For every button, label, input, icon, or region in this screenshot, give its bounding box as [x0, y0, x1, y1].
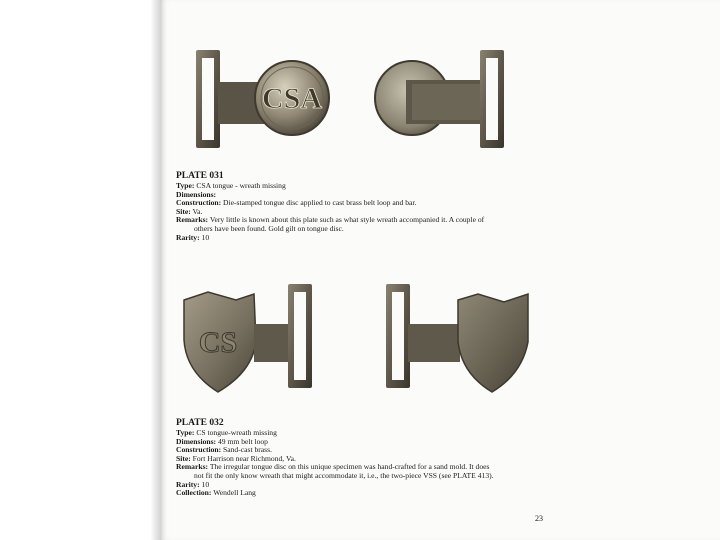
field-site: Site: Va. — [176, 206, 203, 216]
plate-032-front-photo — [178, 282, 328, 397]
shield-lettering: CS — [198, 326, 238, 359]
field-dimensions: Dimensions: — [176, 189, 217, 199]
field-rarity: Rarity: 10 — [176, 232, 210, 242]
plate-031-back-photo — [372, 50, 522, 150]
field-construction: Construction: Die-stamped tongue disc applied to cast brass belt loop and bar. — [176, 198, 417, 208]
plate-031-front-photo — [190, 50, 340, 150]
field-type: Type: CSA tongue - wreath missing — [176, 181, 286, 190]
field-dimensions: Dimensions: 49 mm belt loop — [176, 436, 268, 446]
disc-lettering: CSA — [261, 82, 323, 115]
shield-disc-back — [458, 294, 528, 392]
tongue-bar-back — [408, 324, 460, 362]
page-number: 23 — [535, 514, 543, 523]
field-remarks: Remarks: Very little is known about this plate such as what style wreath accompanied it. A couple of others have been found. Gold gilt on tongue disc. — [176, 215, 485, 233]
plate-title: PLATE 031 — [176, 171, 224, 181]
plate-title: PLATE 032 — [176, 418, 224, 428]
plate-032-back-photo — [378, 282, 538, 397]
field-site: Site: Fort Harrison near Richmond, Va. — [176, 453, 296, 463]
field-collection: Collection: Wendell Lang — [176, 488, 256, 498]
field-type: Type: CS tongue-wreath missing — [176, 428, 277, 437]
plate-031-caption — [176, 171, 536, 242]
field-remarks: Remarks: The irregular tongue disc on this unique specimen was hand-crafted for a sand mold. It does not fit the only know wreath that might accommodate it, i.e., the two-piece VSS (see PLATE 413). — [176, 462, 494, 480]
field-rarity: Rarity: 10 — [176, 479, 210, 489]
field-construction: Construction: Sand-cast brass. — [176, 445, 272, 455]
binding-margin — [0, 0, 160, 540]
plate-032-caption — [176, 418, 536, 498]
